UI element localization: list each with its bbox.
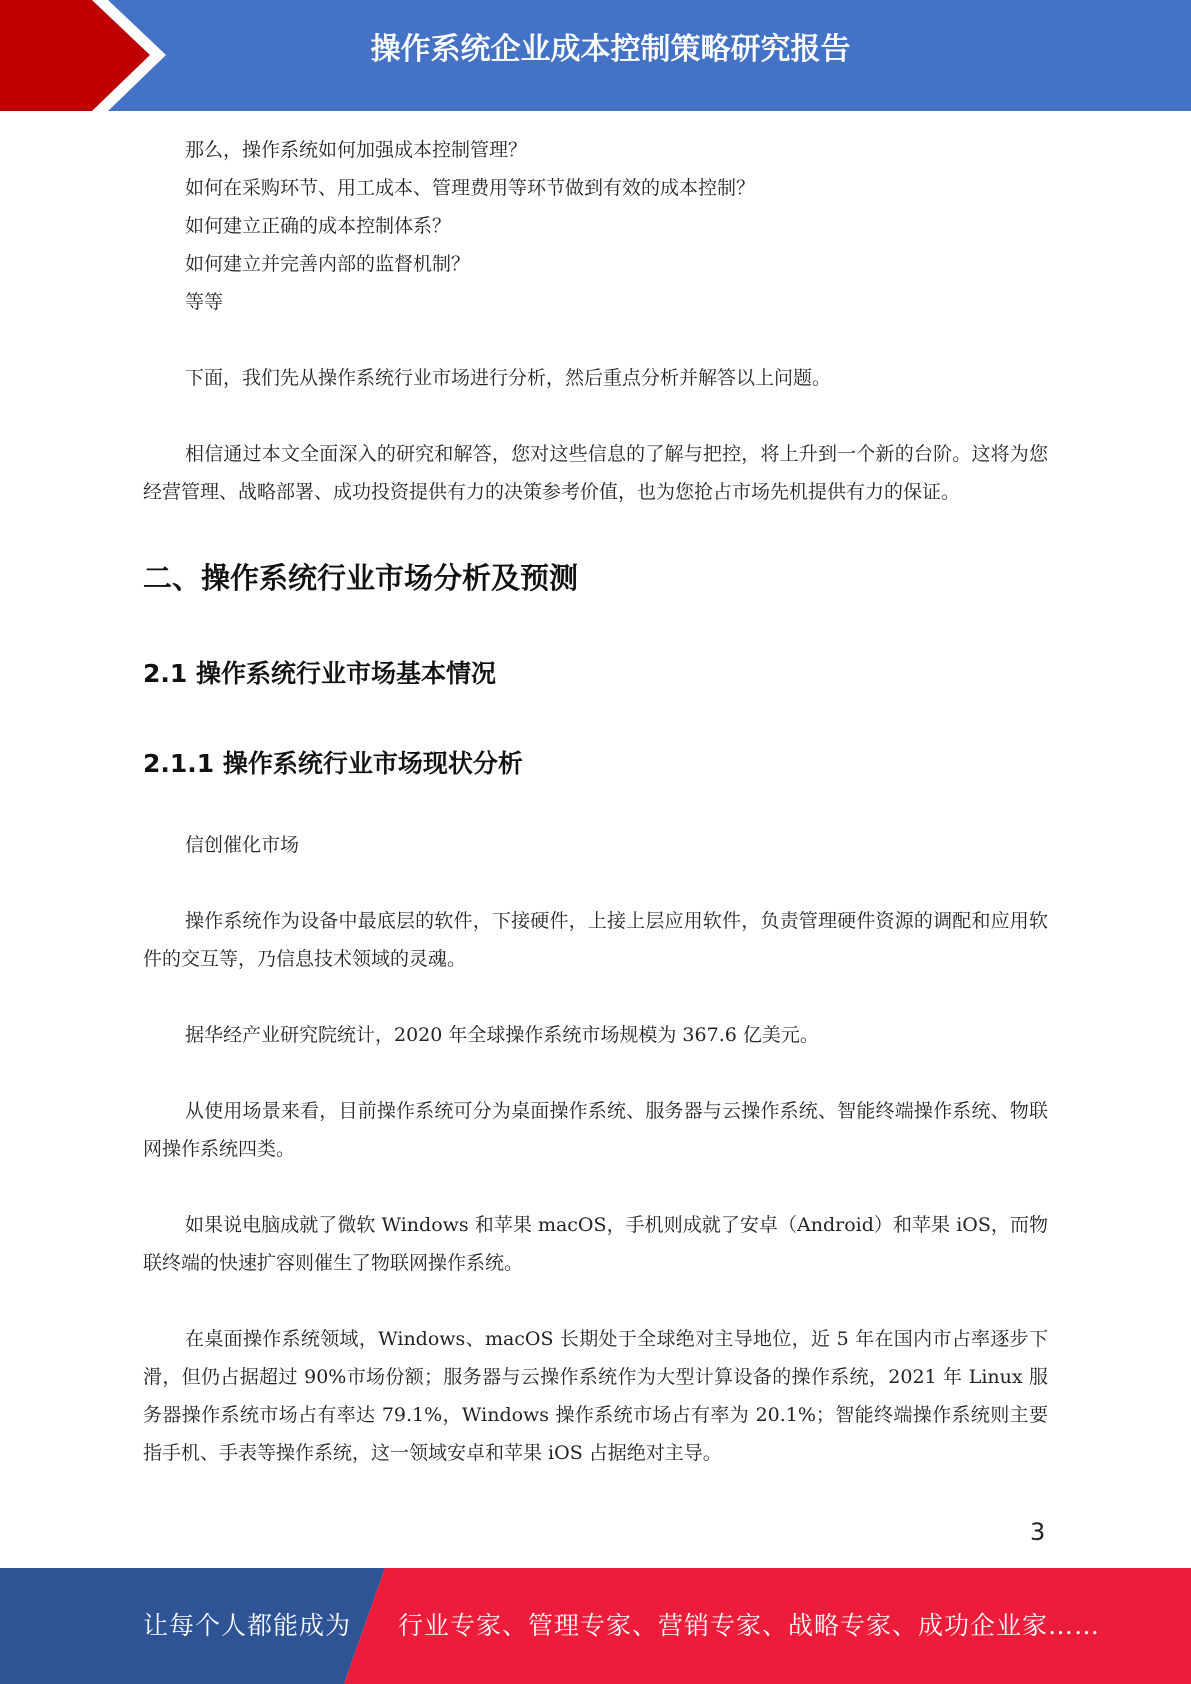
intro-question: 如何建立并完善内部的监督机制？ [185,253,471,275]
intro-paragraph: 相信通过本文全面深入的研究和解答，您对这些信息的了解与把控，将上升到一个新的台阶。这将为您经营管理、战略部署、成功投资提供有力的决策参考价值，也为您抢占市场先机提供有力的保证。 [143,443,1048,503]
subsubsection-heading: 2.1.1 操作系统行业市场现状分析 [143,749,523,778]
intro-paragraph: 下面，我们先从操作系统行业市场进行分析，然后重点分析并解答以上问题。 [185,367,832,389]
intro-question: 如何建立正确的成本控制体系？ [185,215,452,237]
section-heading: 二、操作系统行业市场分析及预测 [143,561,579,595]
body-paragraph: 据华经产业研究院统计，2020 年全球操作系统市场规模为 367.6 亿美元。 [185,1024,819,1046]
document-title: 操作系统企业成本控制策略研究报告 [370,32,851,67]
intro-question: 等等 [185,291,224,313]
footer-slogan-right: 行业专家、管理专家、营销专家、战略专家、成功企业家…… [398,1611,1101,1640]
body-paragraph: 操作系统作为设备中最底层的软件，下接硬件，上接上层应用软件，负责管理硬件资源的调配和应用软件的交互等，乃信息技术领域的灵魂。 [143,910,1048,970]
intro-question: 那么，操作系统如何加强成本控制管理？ [185,139,528,161]
body-paragraph: 信创催化市场 [185,834,300,856]
body-paragraph: 在桌面操作系统领域，Windows、macOS 长期处于全球绝对主导地位，近 5 年在国内市占率逐步下滑，但仍占据超过 90%市场份额；服务器与云操作系统作为大型计算设备的操作系统，2021 年 Linux 服务器操作系统市场占有率达 79.1%，Windows 操作系统市场占有率为 20.1%；智能终端操作系统则主要指手机、手表等操作系统，这一领域安卓和苹果 iOS 占据绝对主导。 [143,1328,1048,1464]
header-band [0,0,1191,111]
body-paragraph: 从使用场景来看，目前操作系统可分为桌面操作系统、服务器与云操作系统、智能终端操作系统、物联网操作系统四类。 [143,1100,1048,1160]
intro-question: 如何在采购环节、用工成本、管理费用等环节做到有效的成本控制？ [185,177,756,199]
body-paragraph: 如果说电脑成就了微软 Windows 和苹果 macOS，手机则成就了安卓（Android）和苹果 iOS，而物联终端的快速扩容则催生了物联网操作系统。 [143,1214,1048,1274]
subsection-heading: 2.1 操作系统行业市场基本情况 [143,659,496,688]
page-content [143,131,1048,1472]
footer-slogan-left: 让每个人都能成为 [143,1611,352,1640]
page-number: 3 [1030,1518,1046,1546]
footer-band [0,1568,1191,1684]
